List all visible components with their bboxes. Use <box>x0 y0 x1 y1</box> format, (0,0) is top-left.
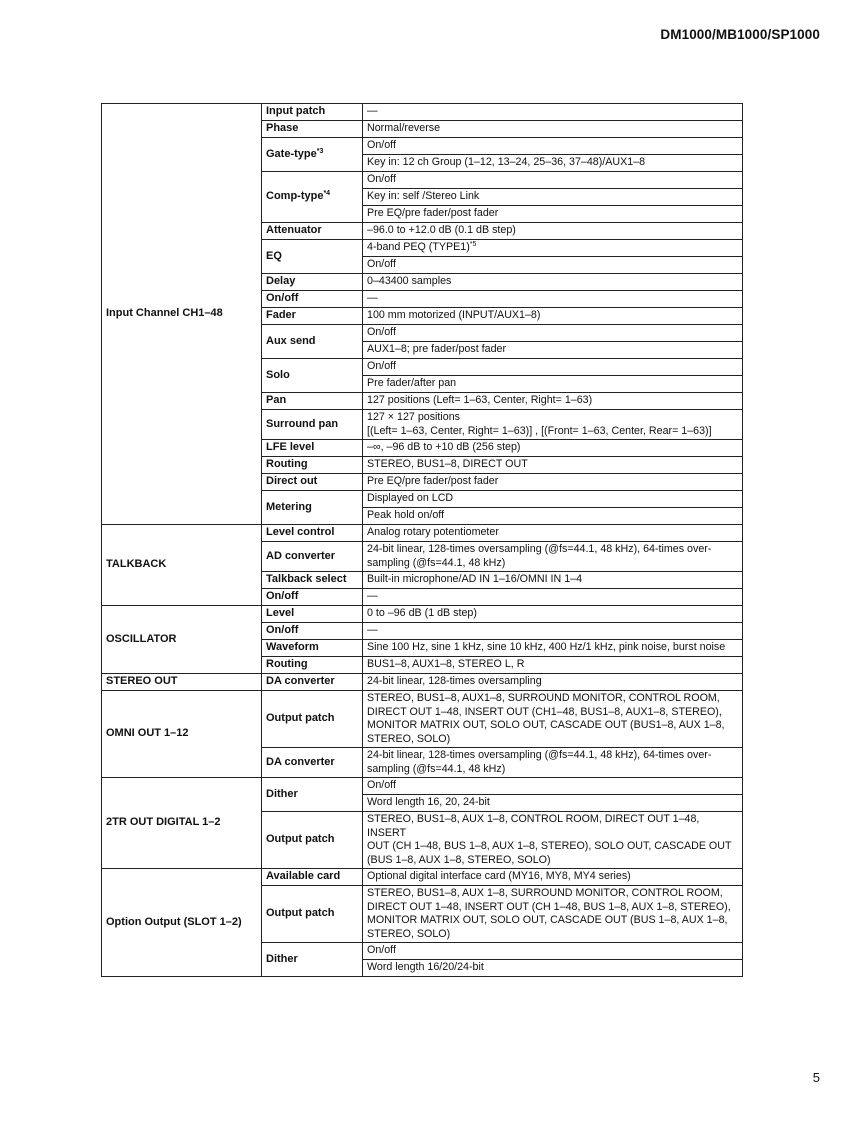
item-value: Sine 100 Hz, sine 1 kHz, sine 10 kHz, 400 Hz/1 kHz, pink noise, burst noise <box>363 640 743 657</box>
item-value: — <box>363 291 743 308</box>
item-value: 127 × 127 positions [(Left= 1–63, Center, Right= 1–63)] , [(Front= 1–63, Center, Rear= 1–63)] <box>363 410 743 440</box>
item-label-aux-send <box>262 325 363 359</box>
item-label-output-patch <box>262 886 363 943</box>
item-value: — <box>363 623 743 640</box>
item-label-text: Talkback select <box>266 573 347 586</box>
item-label-surround-pan <box>262 410 363 440</box>
item-value: Word length 16, 20, 24-bit <box>363 795 743 812</box>
item-label-text: Aux send <box>266 334 316 347</box>
item-value: On/off <box>363 257 743 274</box>
item-value: 0–43400 samples <box>363 274 743 291</box>
item-value: Key in: self /Stereo Link <box>363 189 743 206</box>
specification-table-body <box>102 104 743 977</box>
footnote-marker: *4 <box>323 190 331 198</box>
item-label-text: On/off <box>266 292 299 305</box>
item-label-text: Waveform <box>266 641 319 654</box>
item-value: AUX1–8; pre fader/post fader <box>363 342 743 359</box>
section-label-talkback: TALKBACK <box>102 525 262 606</box>
item-label-level <box>262 606 363 623</box>
item-value: On/off <box>363 138 743 155</box>
item-label-text: Dither <box>266 952 298 965</box>
item-value: –96.0 to +12.0 dB (0.1 dB step) <box>363 223 743 240</box>
item-label-routing <box>262 657 363 674</box>
item-value: 24-bit linear, 128-times oversampling (@fs=44.1, 48 kHz), 64-times over- sampling (@fs=44.1, 48 kHz) <box>363 542 743 572</box>
table-row <box>102 104 743 121</box>
item-label-output-patch <box>262 812 363 869</box>
item-value: Pre EQ/pre fader/post fader <box>363 474 743 491</box>
item-label-text: LFE level <box>266 441 315 454</box>
item-value: — <box>363 104 743 121</box>
item-label-text: Routing <box>266 658 308 671</box>
item-value: Optional digital interface card (MY16, MY8, MY4 series) <box>363 869 743 886</box>
item-label-dither <box>262 778 363 812</box>
table-row <box>102 691 743 748</box>
item-label-text: On/off <box>266 590 299 603</box>
section-label-option-output-slot-1-2: Option Output (SLOT 1–2) <box>102 869 262 977</box>
item-label-text: Surround pan <box>266 417 339 430</box>
item-label-direct-out <box>262 474 363 491</box>
document-header-title: DM1000/MB1000/SP1000 <box>660 27 820 42</box>
item-value: Analog rotary potentiometer <box>363 525 743 542</box>
item-label-output-patch <box>262 691 363 748</box>
item-label-on-off <box>262 589 363 606</box>
item-value: Key in: 12 ch Group (1–12, 13–24, 25–36, 37–48)/AUX1–8 <box>363 155 743 172</box>
item-value: — <box>363 589 743 606</box>
item-label-text: Output patch <box>266 833 335 846</box>
item-label-level-control <box>262 525 363 542</box>
item-label-solo <box>262 359 363 393</box>
item-label-talkback-select <box>262 572 363 589</box>
item-label-text: Fader <box>266 309 296 322</box>
page-number: 5 <box>812 1070 820 1085</box>
item-label-text: Level control <box>266 526 335 539</box>
item-label-text: AD converter <box>266 549 336 562</box>
table-row <box>102 869 743 886</box>
item-label-text: Level <box>266 607 295 620</box>
item-label-lfe-level <box>262 440 363 457</box>
item-value: –∞, –96 dB to +10 dB (256 step) <box>363 440 743 457</box>
item-label-eq <box>262 240 363 274</box>
table-row <box>102 778 743 795</box>
table-row <box>102 606 743 623</box>
item-label-text: Routing <box>266 458 308 471</box>
item-label-input-patch <box>262 104 363 121</box>
section-label-2tr-out-digital-1-2: 2TR OUT DIGITAL 1–2 <box>102 778 262 869</box>
item-value: Pre EQ/pre fader/post fader <box>363 206 743 223</box>
item-label-text: Output patch <box>266 907 335 920</box>
item-label-da-converter <box>262 674 363 691</box>
item-value: STEREO, BUS1–8, AUX1–8, SURROUND MONITOR, CONTROL ROOM, DIRECT OUT 1–48, INSERT OUT (CH1–48, BUS1–8, AUX1–8, STEREO), MONITOR MATRIX OUT, SOLO OUT, CASCADE OUT (BUS1–8, AUX 1–8, STEREO, SOLO) <box>363 691 743 748</box>
item-label-metering <box>262 491 363 525</box>
item-value: 100 mm motorized (INPUT/AUX1–8) <box>363 308 743 325</box>
item-value: Peak hold on/off <box>363 508 743 525</box>
item-label-routing <box>262 457 363 474</box>
item-value: 24-bit linear, 128-times oversampling <box>363 674 743 691</box>
item-label-text: Pan <box>266 394 287 407</box>
item-label-on-off <box>262 623 363 640</box>
item-label-text: Available card <box>266 870 341 883</box>
item-label-dither <box>262 943 363 977</box>
section-label-input-channel-ch1-48: Input Channel CH1–48 <box>102 104 262 525</box>
specification-table <box>101 103 743 977</box>
item-label-da-converter <box>262 748 363 778</box>
item-label-delay <box>262 274 363 291</box>
item-label-text: DA converter <box>266 675 335 688</box>
item-value: STEREO, BUS1–8, AUX 1–8, CONTROL ROOM, DIRECT OUT 1–48, INSERT OUT (CH 1–48, BUS 1–8, AUX 1–8, STEREO), SOLO OUT, CASCADE OUT (BUS 1–8, AUX 1–8, STEREO, SOLO) <box>363 812 743 869</box>
item-value: On/off <box>363 778 743 795</box>
table-row <box>102 674 743 691</box>
item-value: Word length 16/20/24-bit <box>363 960 743 977</box>
item-label-ad-converter <box>262 542 363 572</box>
item-label-text: DA converter <box>266 755 335 768</box>
item-label-text: Metering <box>266 500 312 513</box>
section-label-stereo-out: STEREO OUT <box>102 674 262 691</box>
item-value: STEREO, BUS1–8, DIRECT OUT <box>363 457 743 474</box>
item-label-text: On/off <box>266 624 299 637</box>
item-value: Displayed on LCD <box>363 491 743 508</box>
item-label-text: Output patch <box>266 712 335 725</box>
item-label-text: Solo <box>266 368 290 381</box>
item-label-text: Gate-type <box>266 147 317 160</box>
item-label-attenuator <box>262 223 363 240</box>
item-label-text: EQ <box>266 249 282 262</box>
item-value: On/off <box>363 172 743 189</box>
item-label-text: Input patch <box>266 105 326 118</box>
item-value: 0 to –96 dB (1 dB step) <box>363 606 743 623</box>
item-label-pan <box>262 393 363 410</box>
item-label-text: Attenuator <box>266 224 322 237</box>
item-label-fader <box>262 308 363 325</box>
item-label-gate-type <box>262 138 363 172</box>
item-label-text: Phase <box>266 122 299 135</box>
item-value: 4-band PEQ (TYPE1)$^{*5}$ <box>363 240 743 257</box>
item-label-text: Dither <box>266 787 298 800</box>
item-label-comp-type <box>262 172 363 223</box>
item-label-text: Delay <box>266 275 296 288</box>
item-label-phase <box>262 121 363 138</box>
section-label-omni-out-1-12: OMNI OUT 1–12 <box>102 691 262 778</box>
item-value: Pre fader/after pan <box>363 376 743 393</box>
item-value: Built-in microphone/AD IN 1–16/OMNI IN 1–4 <box>363 572 743 589</box>
item-label-on-off <box>262 291 363 308</box>
footnote-marker: *5 <box>469 241 477 249</box>
item-value: STEREO, BUS1–8, AUX 1–8, SURROUND MONITOR, CONTROL ROOM, DIRECT OUT 1–48, INSERT OUT (CH 1–48, BUS 1–8, AUX 1–8, STEREO), MONITOR MATRIX OUT, SOLO OUT, CASCADE OUT (BUS 1–8, AUX 1–8, STEREO, SOLO) <box>363 886 743 943</box>
item-value: On/off <box>363 325 743 342</box>
item-value: On/off <box>363 943 743 960</box>
item-label-available-card <box>262 869 363 886</box>
item-value: On/off <box>363 359 743 376</box>
item-label-text: Direct out <box>266 475 318 488</box>
item-value: 127 positions (Left= 1–63, Center, Right= 1–63) <box>363 393 743 410</box>
footnote-marker: *3 <box>316 147 324 155</box>
item-label-waveform <box>262 640 363 657</box>
section-label-oscillator: OSCILLATOR <box>102 606 262 674</box>
item-label-text: Comp-type <box>266 190 324 203</box>
item-value: 24-bit linear, 128-times oversampling (@fs=44.1, 48 kHz), 64-times over- sampling (@fs=44.1, 48 kHz) <box>363 748 743 778</box>
table-row <box>102 525 743 542</box>
item-value: BUS1–8, AUX1–8, STEREO L, R <box>363 657 743 674</box>
item-value: Normal/reverse <box>363 121 743 138</box>
